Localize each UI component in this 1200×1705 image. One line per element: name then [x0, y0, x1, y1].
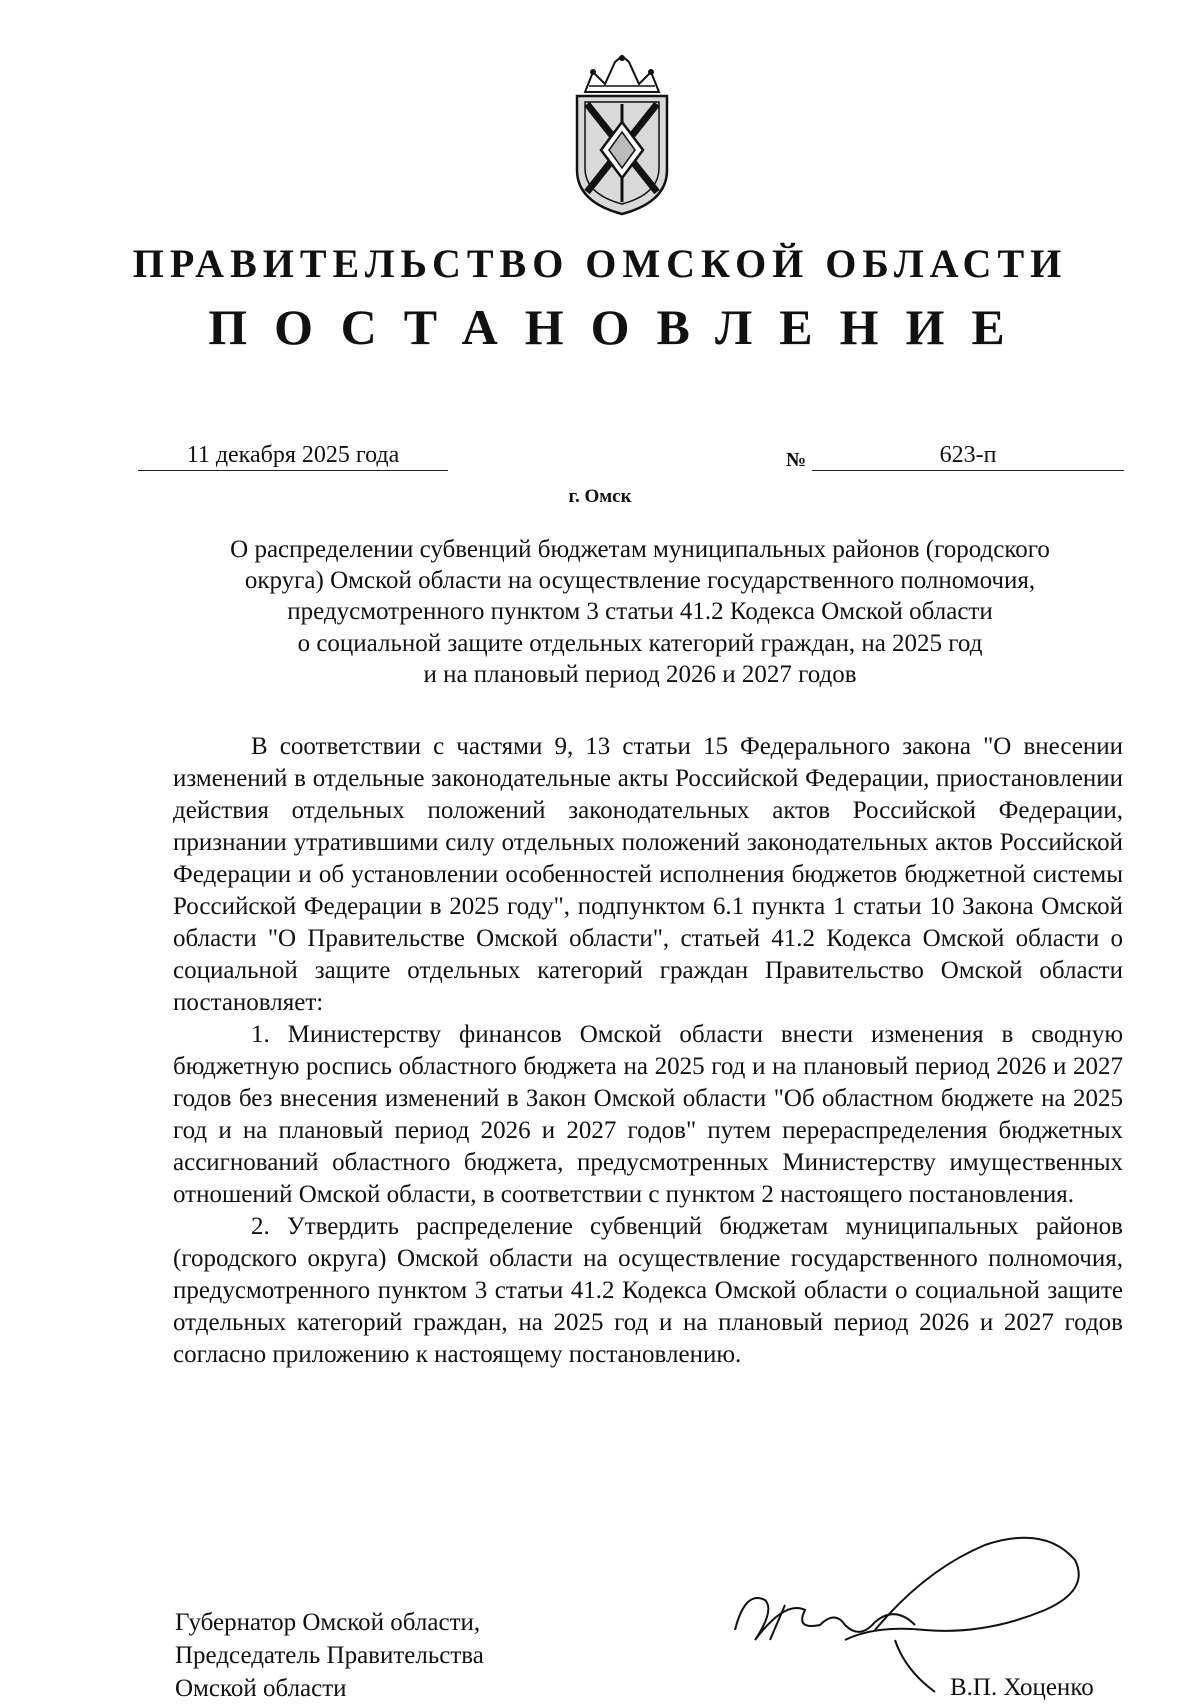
coat-of-arms-icon — [555, 52, 689, 218]
position-line: Губернатор Омской области, — [175, 1609, 481, 1636]
document-type-title: ПОСТАНОВЛЕНИЕ — [208, 299, 1032, 355]
decree-number: 623-п — [812, 440, 1124, 471]
subject-line: о социальной защите отдельных категорий граждан, на 2025 год — [297, 629, 983, 657]
number-sign: № — [786, 449, 807, 471]
signatory-name: В.П. Хоценко — [950, 1674, 1094, 1701]
city: г. Омск — [568, 486, 632, 507]
handwritten-signature-icon — [725, 1530, 1095, 1697]
subject-line: О распределении субвенций бюджетам муниципальных районов (городского — [230, 536, 1050, 563]
item-2-paragraph: 2. Утвердить распределение субвенций бюджетам муниципальных районов (городского округа) Омской области на осуществление государственного полномочия, предусмотренного пунктом 3 статьи 41.2 Кодекса Омской области о социальной защите отдельных категорий граждан, на 2025 год и на плановый период 2026 и 2027 годов согласно приложению к настоящему постановлению. — [173, 1213, 1123, 1368]
position-line: Омской области — [175, 1675, 347, 1702]
subject-line: предусмотренного пунктом 3 статьи 41.2 Кодекса Омской области — [287, 598, 993, 626]
decree-date: 11 декабря 2025 года — [138, 440, 448, 471]
signatory-position — [175, 1606, 484, 1705]
position-line: Председатель Правительства — [175, 1642, 484, 1669]
preamble-paragraph: В соответствии с частями 9, 13 статьи 15 Федерального закона "О внесении изменений в отдельные законодательные акты Российской Федерации, приостановлении действия отдельных положений законодательных актов Российской Федерации, признании утратившими силу отдельных положений законодательных актов Российской Федерации и об установлении особенностей исполнения бюджетов бюджетной системы Российской Федерации в 2025 году", подпунктом 6.1 пункта 1 статьи 10 Закона Омской области "О Правительстве Омской области", статьей 41.2 Кодекса Омской области о социальной защите отдельных категорий граждан Правительство Омской области постановляет: — [173, 733, 1123, 1016]
government-name: ПРАВИТЕЛЬСТВО ОМСКОЙ ОБЛАСТИ — [132, 241, 1068, 286]
subject-line: округа) Омской области на осуществление государственного полномочия, — [244, 567, 1036, 595]
decree-subject — [160, 534, 1120, 690]
item-1-paragraph: 1. Министерству финансов Омской области внести изменения в сводную бюджетную роспись областного бюджета на 2025 год и на плановый период 2026 и 2027 годов без внесения изменений в Закон Омской области "Об областном бюджете на 2025 год и на плановый период 2026 и 2027 годов" путем перераспределения бюджетных ассигнований областного бюджета, предусмотренных Министерству имущественных отношений Омской области, в соответствии с пунктом 2 настоящего постановления. — [173, 1021, 1123, 1208]
decree-body — [173, 731, 1123, 1371]
subject-line: и на плановый период 2026 и 2027 годов — [423, 660, 857, 688]
